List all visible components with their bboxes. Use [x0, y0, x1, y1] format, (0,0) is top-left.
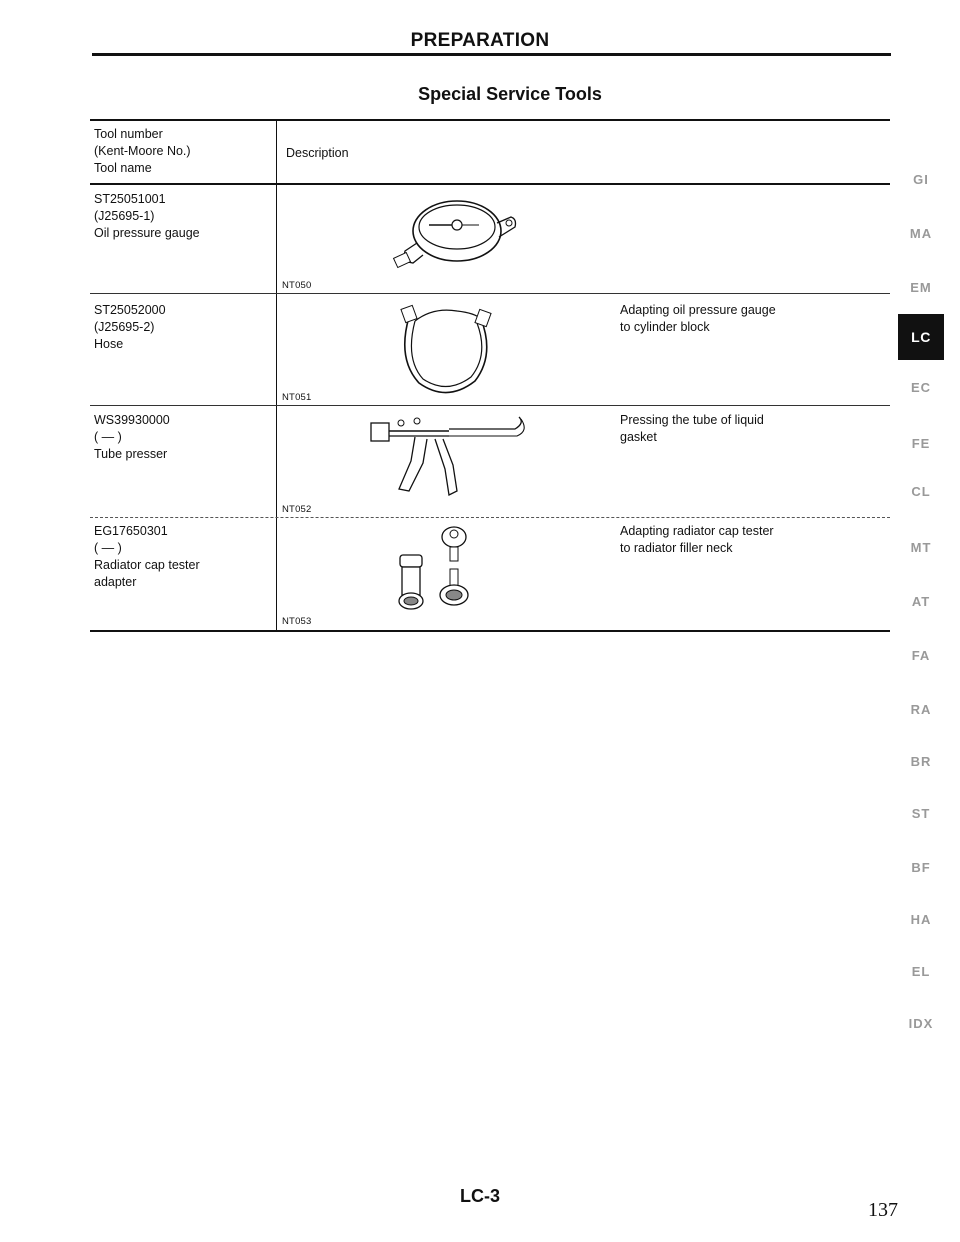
page-number: 137	[868, 1199, 898, 1221]
table-row	[94, 412, 170, 463]
side-tab-idx[interactable]: IDX	[908, 1016, 934, 1031]
image-code: NT053	[282, 616, 312, 627]
header-description: Description	[286, 146, 349, 160]
header-kent-moore: (Kent-Moore No.)	[94, 144, 191, 158]
side-tab-cl[interactable]: CL	[911, 484, 931, 499]
image-code: NT052	[282, 504, 312, 515]
side-tab-ec[interactable]: EC	[910, 380, 932, 395]
tool-description: Adapting radiator cap tester to radiator filler neck	[620, 524, 774, 555]
side-tab-ra[interactable]: RA	[910, 702, 932, 717]
row-rule	[90, 293, 890, 294]
image-code: NT051	[282, 392, 312, 403]
side-tab-ma[interactable]: MA	[909, 226, 933, 241]
page-subtitle: Special Service Tools	[418, 84, 602, 104]
special-tools-table	[90, 119, 890, 632]
header-tool-name: Tool name	[94, 161, 152, 175]
radiator-cap-adapter-illustration	[390, 519, 490, 619]
tool-number: ST25051001	[94, 192, 166, 206]
oil-pressure-gauge-illustration	[385, 189, 525, 277]
kent-moore-number: (J25695-2)	[94, 320, 155, 334]
kent-moore-number: ( — )	[94, 541, 122, 555]
side-tab-at[interactable]: AT	[911, 594, 931, 609]
side-tab-ha[interactable]: HA	[910, 912, 932, 927]
table-bottom-rule	[90, 630, 890, 632]
side-tab-lc[interactable]: LC	[898, 314, 944, 360]
side-tab-fe[interactable]: FE	[911, 436, 931, 451]
row-rule	[90, 517, 890, 518]
tool-number: WS39930000	[94, 413, 170, 427]
table-row	[94, 191, 200, 242]
side-tab-em[interactable]: EM	[910, 280, 932, 295]
tool-description: Adapting oil pressure gauge to cylinder block	[620, 303, 776, 334]
kent-moore-number: ( — )	[94, 430, 122, 444]
header-tool-column	[94, 126, 191, 177]
side-tab-mt[interactable]: MT	[910, 540, 932, 555]
hose-illustration	[395, 299, 505, 403]
table-row	[94, 302, 166, 353]
tool-name: Radiator cap tester	[94, 558, 200, 572]
tube-presser-illustration	[365, 409, 525, 501]
kent-moore-number: (J25695-1)	[94, 209, 155, 223]
tool-name-cont: adapter	[94, 575, 137, 589]
row-rule	[90, 405, 890, 406]
tool-description: Pressing the tube of liquid gasket	[620, 413, 764, 444]
tool-name: Oil pressure gauge	[94, 226, 200, 240]
tool-name: Tube presser	[94, 447, 168, 461]
image-code: NT050	[282, 280, 312, 291]
side-tab-bf[interactable]: BF	[911, 860, 931, 875]
section-title: PREPARATION	[410, 30, 550, 51]
tool-number: EG17650301	[94, 524, 168, 538]
side-tab-gi[interactable]: GI	[913, 172, 929, 187]
section-code: LC-3	[460, 1186, 500, 1206]
table-top-rule	[90, 119, 890, 121]
side-tab-br[interactable]: BR	[910, 754, 932, 769]
header-tool-number: Tool number	[94, 127, 163, 141]
header-bottom-rule	[90, 183, 890, 185]
side-tab-st[interactable]: ST	[911, 806, 931, 821]
column-divider	[276, 119, 277, 632]
side-tab-fa[interactable]: FA	[911, 648, 931, 663]
tool-number: ST25052000	[94, 303, 166, 317]
side-tab-el[interactable]: EL	[911, 964, 931, 979]
tool-name: Hose	[94, 337, 124, 351]
table-row	[94, 523, 200, 591]
header-rule	[92, 53, 891, 56]
